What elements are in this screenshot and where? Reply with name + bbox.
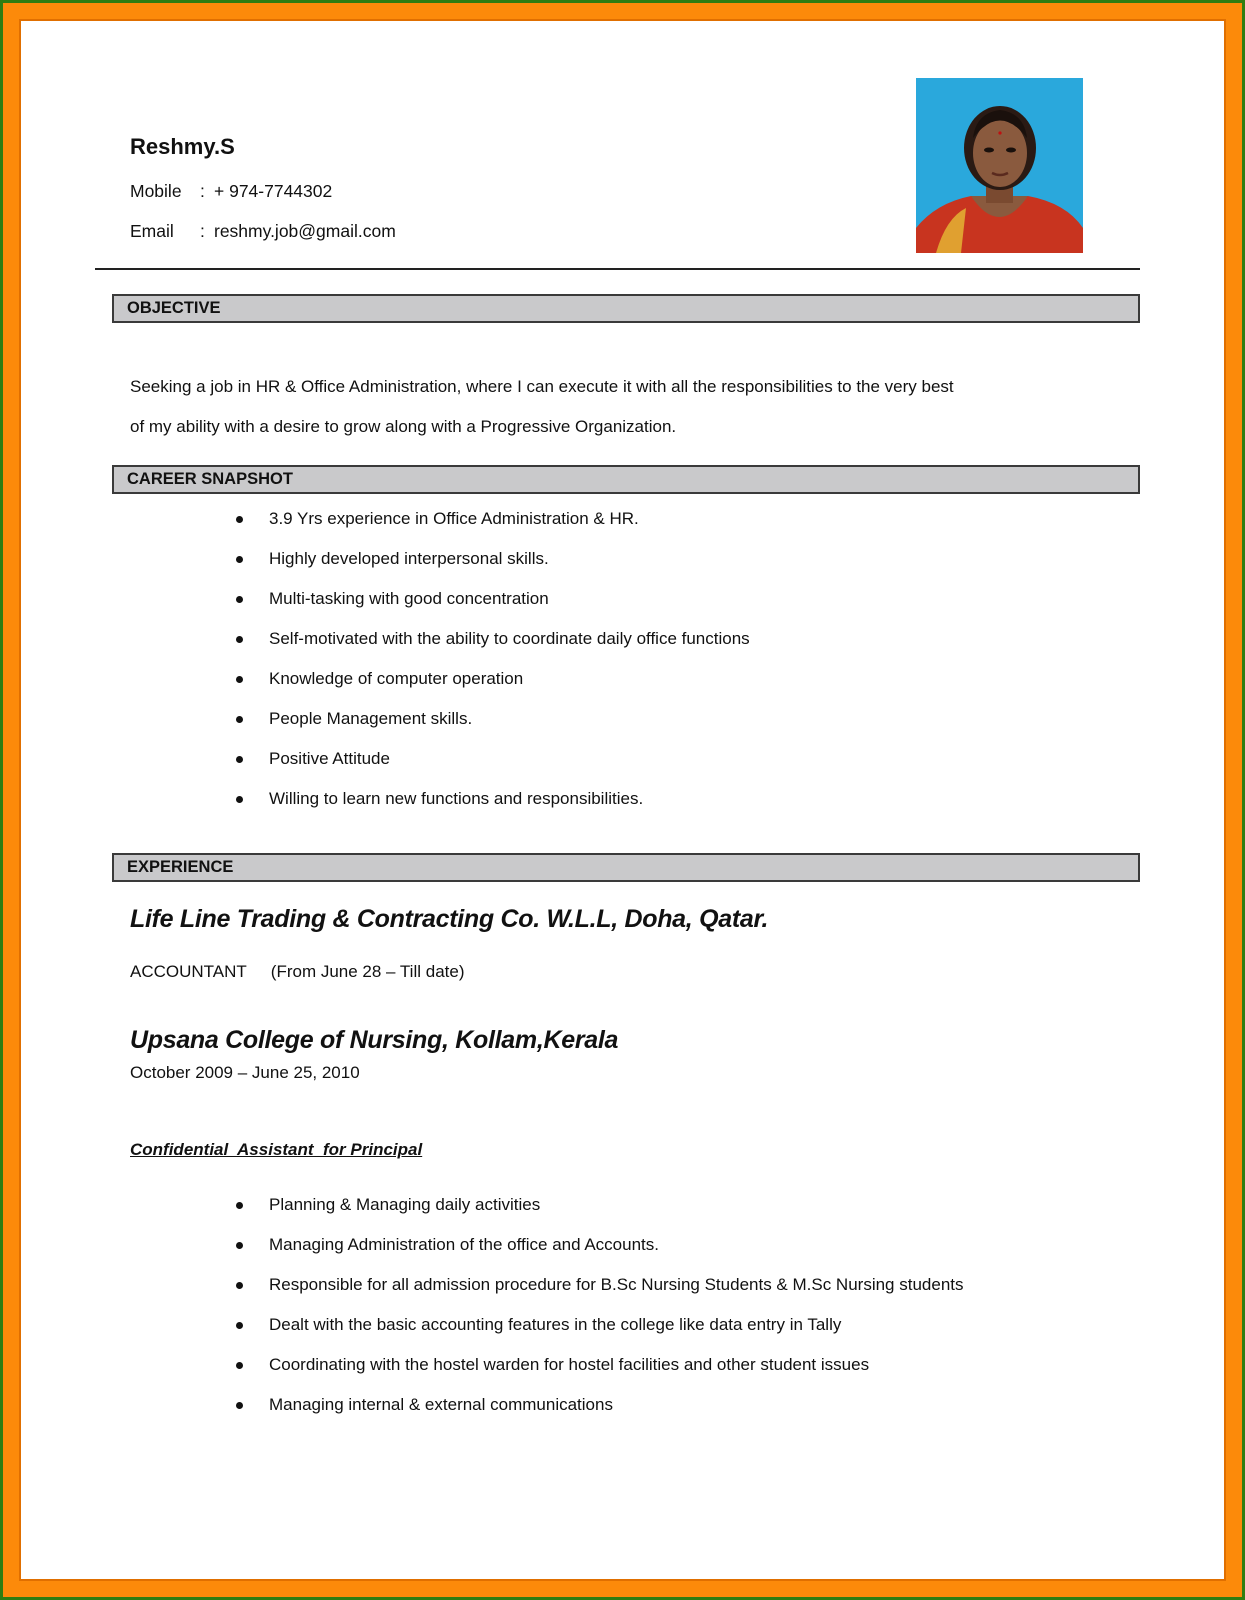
company-name: Upsana College of Nursing, Kollam,Kerala (130, 1026, 619, 1054)
list-item: Positive Attitude (0, 739, 750, 779)
list-item: Self-motivated with the ability to coordinate daily office functions (0, 619, 750, 659)
email-value: reshmy.job@gmail.com (214, 221, 396, 241)
duties-list (0, 1185, 964, 1425)
job-period: (From June 28 – Till date) (270, 962, 465, 981)
list-item: Coordinating with the hostel warden for hostel facilities and other student issues (0, 1345, 964, 1385)
list-item: Planning & Managing daily activities (0, 1185, 964, 1225)
list-item: Willing to learn new functions and responsibilities. (0, 779, 750, 819)
objective-line: of my ability with a desire to grow along with a Progressive Organization. (130, 417, 677, 436)
list-item: Responsible for all admission procedure for B.Sc Nursing Students & M.Sc Nursing students (0, 1265, 964, 1305)
mobile-value: + 974-7744302 (214, 181, 333, 201)
separator: : (200, 181, 205, 201)
list-item: People Management skills. (0, 699, 750, 739)
profile-photo (916, 78, 1083, 253)
separator: : (200, 221, 205, 241)
section-heading-objective: OBJECTIVE (112, 294, 1140, 323)
email-line (130, 221, 396, 242)
list-item: Managing Administration of the office and Accounts. (0, 1225, 964, 1265)
mobile-label: Mobile (130, 181, 182, 201)
list-item: Highly developed interpersonal skills. (0, 539, 750, 579)
candidate-name: Reshmy.S (130, 134, 235, 159)
list-item: Knowledge of computer operation (0, 659, 750, 699)
objective-line: Seeking a job in HR & Office Administration, where I can execute it with all the responsibilities to the very best (130, 377, 954, 396)
job-period: October 2009 – June 25, 2010 (130, 1063, 360, 1082)
list-item: Dealt with the basic accounting features in the college like data entry in Tally (0, 1305, 964, 1345)
list-item: Multi-tasking with good concentration (0, 579, 750, 619)
section-heading-experience: EXPERIENCE (112, 853, 1140, 882)
job-title: ACCOUNTANT (130, 962, 247, 981)
list-item: Managing internal & external communications (0, 1385, 964, 1425)
list-item: 3.9 Yrs experience in Office Administration & HR. (0, 499, 750, 539)
section-heading-career-snapshot: CAREER SNAPSHOT (112, 465, 1140, 494)
job-role: Confidential Assistant for Principal (130, 1140, 423, 1159)
mobile-line (130, 181, 332, 202)
job-title-line (130, 962, 465, 982)
objective-text (130, 367, 1130, 447)
email-label: Email (130, 221, 174, 241)
company-name: Life Line Trading & Contracting Co. W.L.L, Doha, Qatar. (130, 905, 769, 933)
header-divider (95, 268, 1140, 270)
career-snapshot-list (0, 499, 750, 819)
